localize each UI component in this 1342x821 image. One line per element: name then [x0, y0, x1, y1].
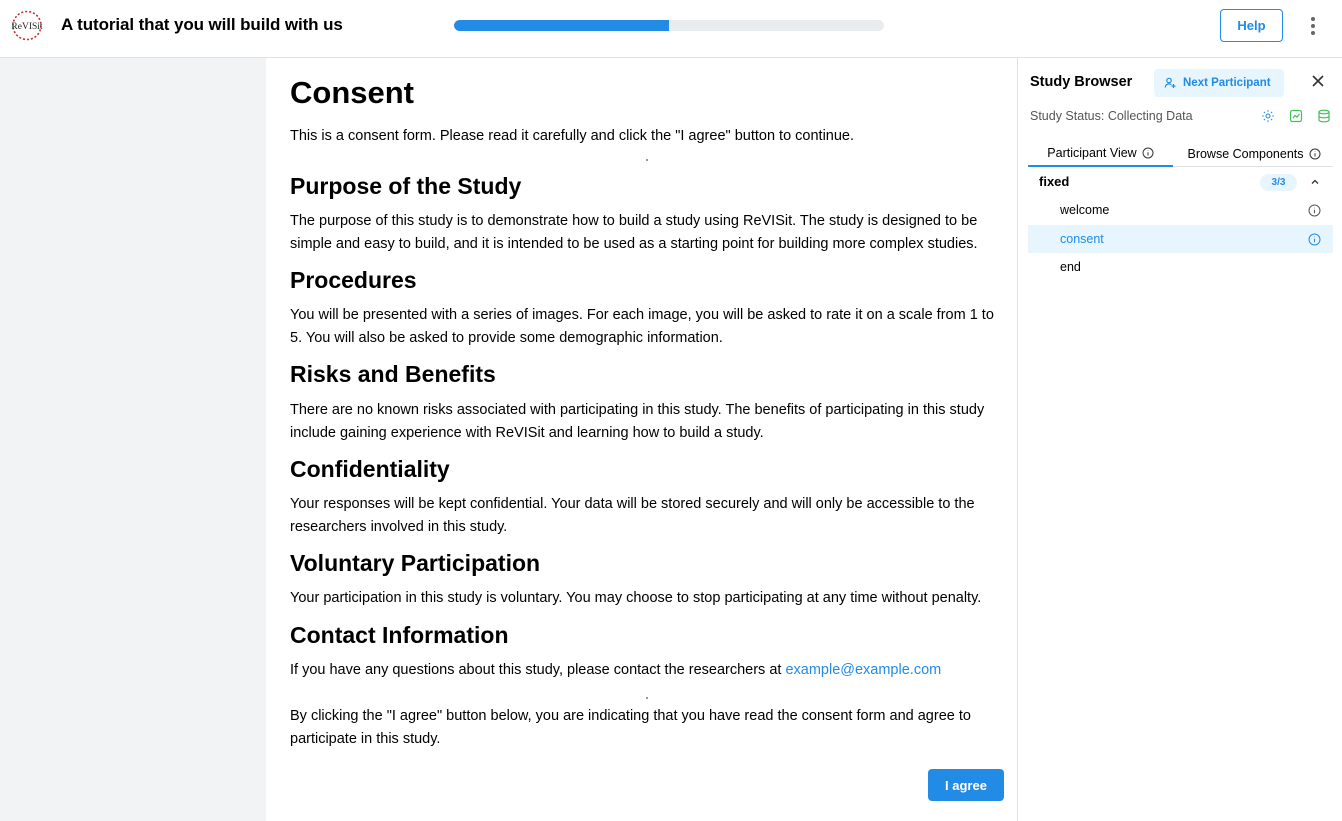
divider-dot: [646, 697, 648, 699]
i-agree-button[interactable]: I agree: [928, 769, 1004, 801]
tab-label: Browse Components: [1187, 146, 1304, 161]
tab-browse-components[interactable]: [1174, 140, 1334, 167]
study-browser-panel: [1019, 58, 1342, 821]
component-label: welcome: [1060, 203, 1110, 217]
settings-icon[interactable]: [1261, 109, 1275, 123]
contact-email-link[interactable]: example@example.com: [785, 662, 942, 678]
contact-text: If you have any questions about this study, please contact the researchers at: [290, 662, 786, 678]
section-title-purpose: Purpose of the Study: [290, 173, 522, 199]
study-title: A tutorial that you will build with us: [61, 15, 343, 34]
revisit-logo: [9, 10, 45, 41]
section-text-voluntary: Your participation in this study is voluntary. You may choose to stop participating at any time without penalty.: [290, 590, 982, 606]
section-title-voluntary: Voluntary Participation: [290, 550, 541, 576]
info-icon: [1142, 147, 1154, 159]
consent-intro: This is a consent form. Please read it carefully and click the "I agree" button to continue.: [290, 128, 855, 144]
group-label: fixed: [1039, 174, 1070, 189]
component-label: consent: [1060, 232, 1104, 246]
count-badge: 3/3: [1260, 174, 1297, 191]
help-button[interactable]: Help: [1220, 9, 1283, 42]
section-title-contact: Contact Information: [290, 622, 509, 648]
component-item-end[interactable]: [1028, 253, 1333, 281]
next-participant-label: Next Participant: [1183, 77, 1271, 89]
browser-tabs: [1028, 140, 1333, 167]
analytics-icon[interactable]: [1289, 109, 1303, 123]
info-icon[interactable]: [1308, 233, 1321, 246]
next-participant-button[interactable]: [1154, 69, 1284, 97]
section-text-purpose: The purpose of this study is to demonstrate how to build a study using ReVISit. The study is designed to be simple and easy to build, and it is intended to be used as a starting point for building more complex studies.: [290, 213, 978, 252]
close-icon[interactable]: [1310, 73, 1326, 89]
svg-text:ReVISit: ReVISit: [11, 22, 43, 32]
chevron-up-icon[interactable]: [1309, 176, 1321, 188]
component-item-welcome[interactable]: [1028, 196, 1333, 224]
user-plus-icon: [1164, 77, 1176, 89]
section-text-procedures: You will be presented with a series of images. For each image, you will be asked to rate it on a scale from 1 to 5. You will also be asked to provide some demographic information.: [290, 307, 994, 346]
page-title: Consent: [290, 75, 414, 110]
section-text-risks: There are no known risks associated with participating in this study. The benefits of participating in this study include gaining experience with ReVISit and learning how to build a study.: [290, 402, 985, 441]
consent-panel: [266, 58, 1018, 821]
section-title-procedures: Procedures: [290, 267, 417, 293]
study-progress-fill: [454, 20, 669, 31]
left-sidebar: [0, 58, 266, 821]
sequence-group-fixed[interactable]: [1028, 169, 1333, 195]
section-text-confidentiality: Your responses will be kept confidential. Your data will be stored securely and will only be accessible to the researchers involved in this study.: [290, 496, 975, 535]
study-status: Study Status: Collecting Data: [1030, 109, 1193, 123]
tab-participant-view[interactable]: [1028, 140, 1173, 167]
database-icon[interactable]: [1317, 109, 1331, 123]
consent-closing: By clicking the "I agree" button below, you are indicating that you have read the consent form and agree to participate in this study.: [290, 708, 971, 747]
info-icon: [1309, 148, 1321, 160]
kebab-menu-icon[interactable]: [1304, 15, 1322, 37]
study-progress-bar: [454, 20, 884, 31]
study-browser-title: Study Browser: [1030, 74, 1133, 90]
section-title-risks: Risks and Benefits: [290, 361, 496, 387]
component-item-consent[interactable]: [1028, 225, 1333, 253]
section-title-confidentiality: Confidentiality: [290, 456, 450, 482]
status-actions: [1261, 109, 1331, 123]
tab-label: Participant View: [1047, 145, 1137, 160]
component-label: end: [1060, 260, 1081, 274]
app-header: [0, 0, 1342, 58]
section-text-contact: [290, 659, 1005, 682]
info-icon[interactable]: [1308, 204, 1321, 217]
divider-dot: [646, 159, 648, 161]
